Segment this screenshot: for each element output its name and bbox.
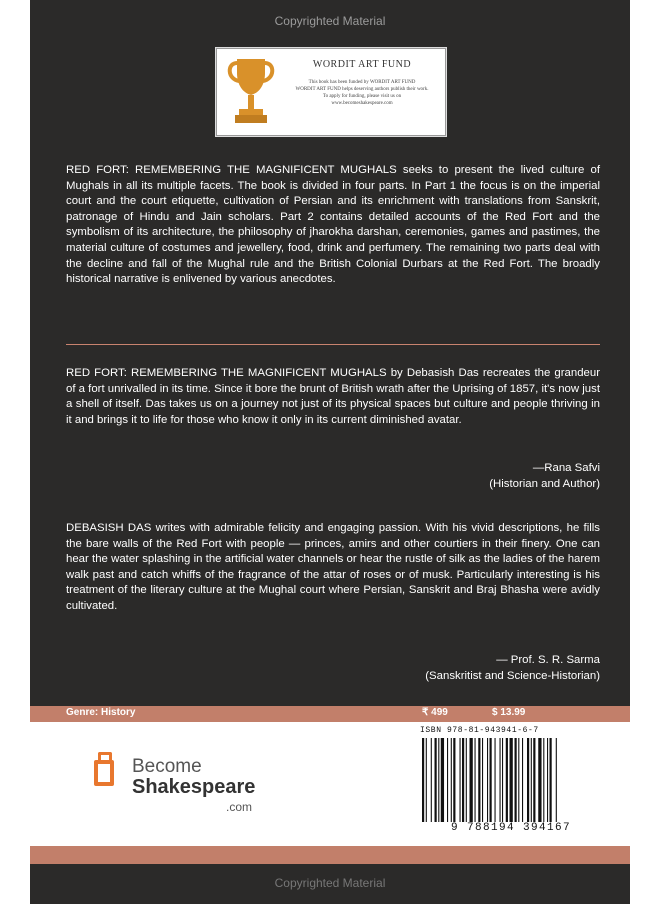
publisher-panel <box>30 722 630 846</box>
reviewer-role: (Sanskritist and Science-Historian) <box>425 670 600 682</box>
watermark-top: Copyrighted Material <box>274 14 386 28</box>
reviewer-name: — Prof. S. R. Sarma <box>496 654 600 666</box>
award-title: WORDIT ART FUND <box>312 59 412 70</box>
award-line: This book has been funded by WORDIT ART FUND <box>308 80 416 85</box>
barcode <box>420 738 602 822</box>
trophy-icon <box>223 55 279 129</box>
publisher-domain: .com <box>226 800 253 814</box>
award-badge <box>216 48 446 136</box>
reviewer-role: (Historian and Author) <box>489 478 600 490</box>
review-paragraph: RED FORT: REMEMBERING THE MAGNIFICENT MUGHALS by Debasish Das recreates the grandeur of a fort unrivalled in its time. Since it bore the brunt of British wrath after the Uprising of 1857, it's now just a shell of itself. Das takes us on a journey not just of its physical spaces but culture and people thriving in it and brings it to life for those who know it only in its current diminished avatar. <box>66 367 600 426</box>
review-paragraph: DEBASISH DAS writes with admirable felicity and engaging passion. With his vivid descriptions, he fills the bare walls of the Red Fort with people — princes, amirs and other courtiers in their finery. One can hear the water splashing in the artificial water channels or hear the rustle of silk as the ladies of the harem walk past and catch whiffs of the fragrance of the attar of roses or of musk. Particularly interesting is his treatment of the literary culture at the Mughal court where Persian, Sanskrit and Braj Bhasha were avidly cultivated. <box>66 522 600 612</box>
publisher-name: Become <box>132 756 202 777</box>
publisher-logo-icon <box>98 752 112 760</box>
price-usd: $ 13.99 <box>492 707 526 718</box>
bottom-accent-bar <box>30 846 630 864</box>
award-line: WORDIT ART FUND helps deserving authors publish their work. <box>295 87 429 92</box>
book-synopsis: RED FORT: REMEMBERING THE MAGNIFICENT MUGHALS seeks to present the lived culture of Mughals in all its multiple facets. The book is divided in four parts. In Part 1 the focus is on the imperial court and the court etiquette, cultivation of Persian and its enrichment with translations from Sanskrit, patronage of Hindu and Jain scholars. Part 2 contains detailed accounts of the Red Fort and the symbolism of its architecture, the philosophy of jharokha darshan, ceremonies, games and pastimes, the material culture of costumes and jewellery, food, drink and perfumery. The remaining two parts deal with the decline and fall of the Mughal rule and the British Colonial Durbars at the Red Fort. The broadly historical narrative is enlivened by various anecdotes. <box>66 164 600 286</box>
genre-label: Genre: History <box>66 707 136 718</box>
award-line: To apply for funding, please visit us on <box>322 94 402 99</box>
genre-price-bar <box>30 706 630 722</box>
barcode-number: 9 788194 394167 <box>450 822 572 834</box>
watermark-bottom: Copyrighted Material <box>274 876 386 890</box>
isbn-label: ISBN 978-81-943941-6-7 <box>420 726 539 735</box>
publisher-name: Shakespeare <box>132 776 256 798</box>
publisher-logo-icon <box>94 760 114 786</box>
price-inr: ₹ 499 <box>422 707 448 718</box>
divider <box>66 344 600 345</box>
reviewer-name: —Rana Safvi <box>532 462 600 474</box>
book-back-cover <box>30 0 630 904</box>
award-line: www.becomeshakespeare.com <box>331 101 393 106</box>
